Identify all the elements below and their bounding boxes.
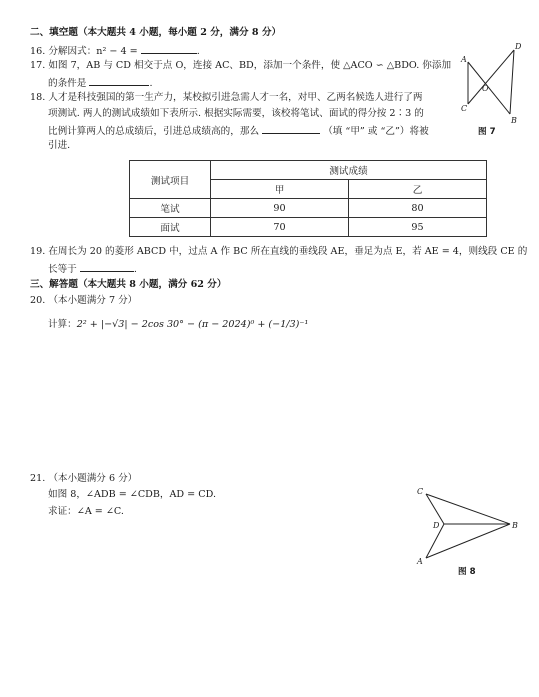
table-cell-value: 70 bbox=[211, 218, 349, 237]
section-2-heading: 二、填空题（本大题共 4 小题，每小题 2 分，满分 8 分） bbox=[30, 27, 282, 38]
question-18-text-3a: 比例计算两人的总成绩后，引进总成绩高的，那么 bbox=[48, 126, 260, 137]
question-21-given: 如图 8，∠ADB = ∠CDB，AD = CD. bbox=[48, 489, 216, 500]
question-21-number: 21. bbox=[30, 473, 46, 484]
question-17-text-2: 的条件是 bbox=[48, 78, 87, 89]
label-b: B bbox=[512, 521, 518, 530]
question-18-line-4: 引进. bbox=[48, 140, 71, 151]
question-20-number: 20. bbox=[30, 295, 46, 306]
label-o: O bbox=[482, 84, 489, 93]
table-cell-value: 90 bbox=[211, 199, 349, 218]
table-row bbox=[130, 218, 487, 237]
question-16-number: 16. bbox=[30, 46, 46, 57]
label-c: C bbox=[461, 104, 468, 113]
table-cell-value: 95 bbox=[349, 218, 487, 237]
question-20-score: （本小题满分 7 分） bbox=[48, 295, 138, 306]
table-cell-item: 笔试 bbox=[130, 199, 211, 218]
label-b: B bbox=[511, 116, 517, 125]
figure-8-diagram bbox=[412, 484, 524, 570]
table-row bbox=[130, 199, 487, 218]
question-21-prove: 求证：∠A = ∠C. bbox=[48, 506, 124, 517]
question-19-text-2: 长等于 bbox=[48, 264, 77, 275]
question-18-blank[interactable] bbox=[262, 124, 320, 134]
question-20-header bbox=[30, 295, 137, 307]
table-header-item: 测试项目 bbox=[130, 161, 211, 199]
question-20-formula: 2² + |−√3| − 2cos 30° − (π − 2024)⁰ + (−1/3)⁻¹ bbox=[76, 319, 309, 330]
question-17-text: 如图 7，AB 与 CD 相交于点 O，连接 AC、BD，添加一个条件，使 △ACO ∽ △BDO. 你添加 bbox=[48, 60, 452, 71]
question-17-line-2 bbox=[48, 76, 153, 90]
question-16-blank[interactable] bbox=[141, 44, 197, 54]
label-c: C bbox=[417, 487, 424, 496]
question-21-header bbox=[30, 473, 137, 485]
question-20-expression bbox=[48, 319, 308, 331]
question-19-line-2 bbox=[48, 262, 137, 276]
question-17-end: . bbox=[149, 78, 153, 89]
label-d: D bbox=[515, 42, 522, 51]
question-18-line-2: 项测试. 两人的测试成绩如下表所示. 根据实际需要，该校将笔试、面试的得分按 2∶3 的 bbox=[48, 108, 424, 119]
question-18-line-3 bbox=[48, 124, 429, 138]
question-18-text-1: 人才是科技强国的第一生产力，某校拟引进急需人才一名，对甲、乙两名候选人进行了两 bbox=[48, 92, 423, 103]
figure-7-diagram bbox=[456, 38, 524, 126]
question-18-text-3b: （填 “甲” 或 “乙”）将被 bbox=[323, 126, 429, 137]
table-cell-value: 80 bbox=[349, 199, 487, 218]
segment-cd bbox=[426, 494, 444, 524]
table-header-candidate-b: 乙 bbox=[349, 180, 487, 199]
question-17-number: 17. bbox=[30, 60, 46, 71]
segment-ab bbox=[468, 62, 510, 114]
segment-bd bbox=[510, 50, 514, 114]
question-18-number: 18. bbox=[30, 92, 46, 103]
segment-cd bbox=[468, 50, 514, 104]
question-19-line-1 bbox=[30, 246, 527, 258]
question-18-line-1 bbox=[30, 92, 422, 104]
question-21-score: （本小题满分 6 分） bbox=[48, 473, 138, 484]
question-19-number: 19. bbox=[30, 246, 46, 257]
question-19-text-1: 在周长为 20 的菱形 ABCD 中，过点 A 作 BC 所在直线的垂线段 AE，垂足为点 E，若 AE = 4，则线段 CE 的 bbox=[48, 246, 528, 257]
table-header-scores: 测试成绩 bbox=[211, 161, 487, 180]
question-19-blank[interactable] bbox=[80, 262, 134, 272]
section-3-heading: 三、解答题（本大题共 8 小题，满分 62 分） bbox=[30, 279, 227, 290]
question-19-end: . bbox=[133, 264, 137, 275]
score-table bbox=[129, 160, 487, 237]
label-a: A bbox=[461, 55, 467, 64]
question-20-prefix: 计算： bbox=[48, 319, 77, 330]
segment-cb bbox=[426, 494, 510, 524]
question-17-blank[interactable] bbox=[89, 76, 149, 86]
question-16-text: 分解因式：n² − 4 = bbox=[48, 46, 138, 57]
question-16-end: . bbox=[196, 46, 200, 57]
figure-8-caption: 图 8 bbox=[458, 567, 476, 577]
label-d: D bbox=[433, 521, 440, 530]
figure-7-caption: 图 7 bbox=[478, 127, 496, 137]
table-header-candidate-a: 甲 bbox=[211, 180, 349, 199]
label-a: A bbox=[417, 557, 423, 566]
table-cell-item: 面试 bbox=[130, 218, 211, 237]
question-17-line-1 bbox=[30, 60, 451, 72]
question-16 bbox=[30, 44, 200, 58]
